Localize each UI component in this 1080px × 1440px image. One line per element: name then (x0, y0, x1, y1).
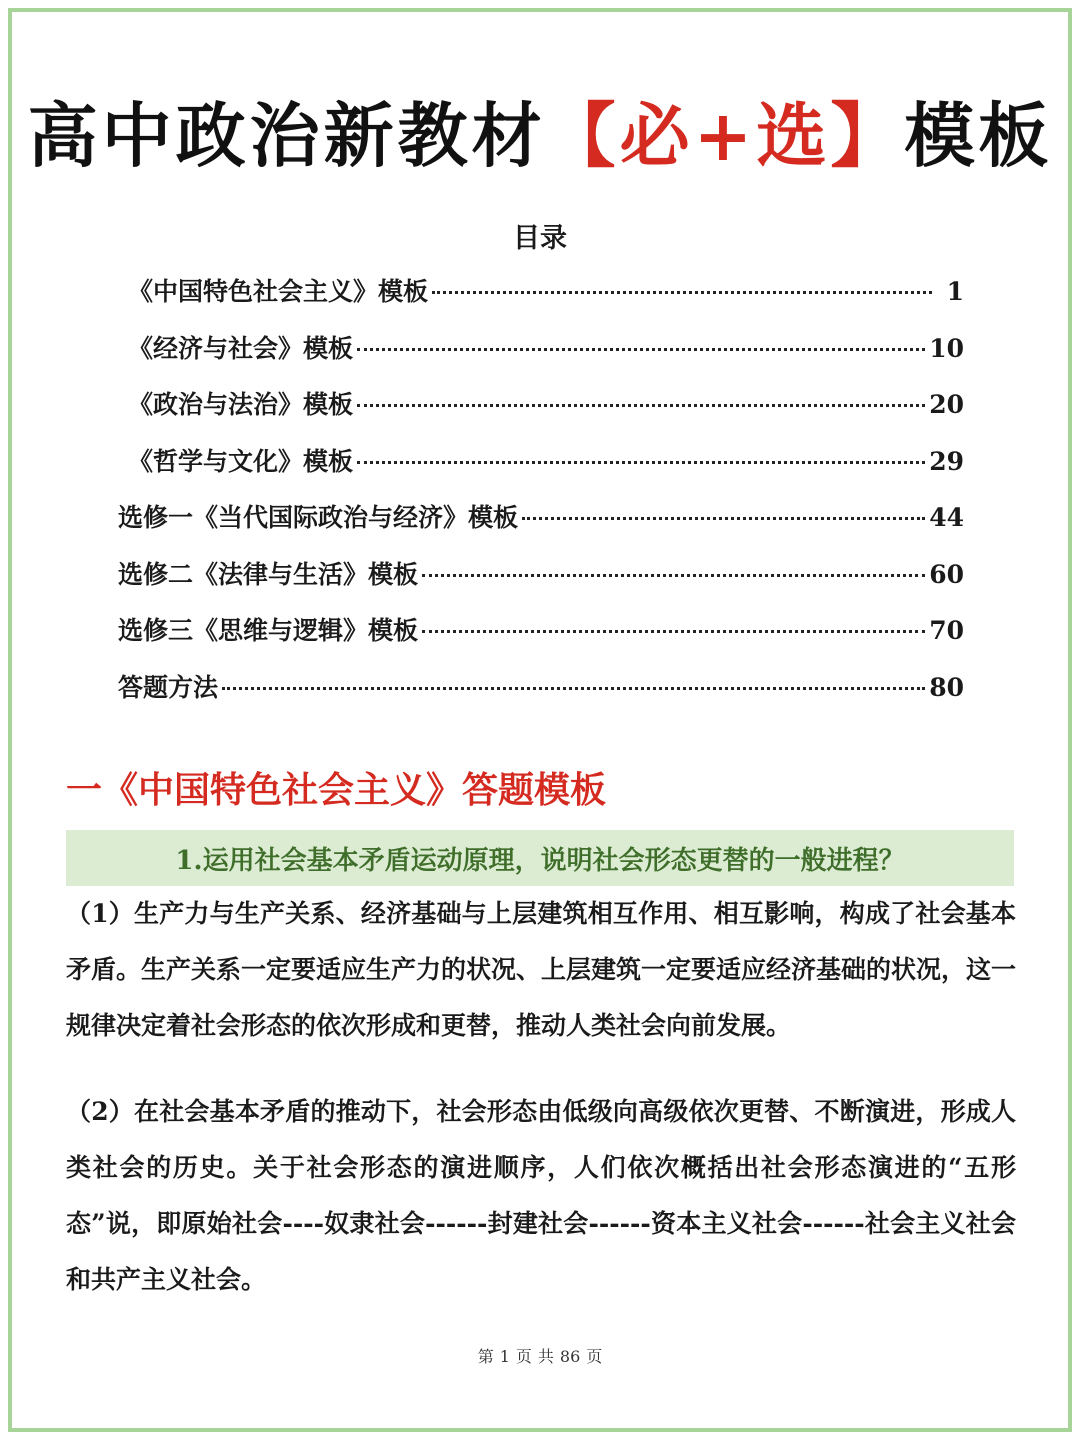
question-text: 1.运用社会基本矛盾运动原理，说明社会形态更替的一般进程？ (175, 845, 905, 876)
toc-item-label: 答题方法 (118, 672, 219, 702)
toc-leader-dots (422, 574, 925, 577)
toc-heading: 目录 (513, 223, 567, 254)
title-prefix: 高中政治新教材 (27, 94, 546, 177)
toc-item-5[interactable] (118, 498, 964, 555)
section-title: 一《中国特色社会主义》答题模板 (66, 769, 607, 811)
toc-item-label: 选修二《法律与生活》模板 (118, 559, 419, 589)
toc-item-label: 《中国特色社会主义》模板 (128, 277, 429, 306)
footer-total-pages: 86 (559, 1347, 581, 1366)
toc-item-1[interactable] (118, 272, 964, 329)
question-banner (66, 830, 1014, 886)
toc-item-page: 80 (929, 672, 964, 702)
toc-item-label: 选修一《当代国际政治与经济》模板 (118, 503, 519, 532)
toc-item-page: 10 (929, 333, 964, 363)
toc-item-label: 《哲学与文化》模板 (128, 446, 354, 476)
toc-item-2[interactable] (118, 329, 964, 386)
toc-item-6[interactable] (118, 555, 964, 612)
toc-item-page: 20 (929, 390, 964, 419)
toc-leader-dots (357, 404, 925, 407)
page-title (0, 80, 1080, 181)
toc-item-8[interactable] (118, 668, 964, 725)
toc-leader-dots (357, 348, 925, 351)
toc-leader-dots (357, 461, 925, 464)
footer-word: 页 (515, 1347, 532, 1366)
toc-item-label: 《政治与法治》模板 (128, 390, 354, 419)
answer-paragraph-2: （2）在社会基本矛盾的推动下，社会形态由低级向高级依次更替、不断演进，形成人类社会的历史。关于社会形态的演进顺序，人们依次概括出社会形态演进的“五形态”说，即原始社会----奴隶社会------封建社会------资本主义社会------社会主义社会和共产主义社会。 (66, 1097, 1016, 1294)
toc-item-3[interactable] (118, 385, 964, 442)
title-accent: 【必+选】 (545, 94, 905, 177)
toc-leader-dots (422, 630, 925, 633)
toc-item-page: 29 (929, 446, 964, 476)
toc-item-page: 70 (929, 616, 964, 645)
table-of-contents (118, 272, 964, 724)
toc-leader-dots (222, 687, 925, 690)
footer-page-number: 1 (499, 1347, 510, 1366)
footer-word: 共 (537, 1347, 554, 1366)
toc-item-page: 60 (929, 559, 964, 589)
toc-item-4[interactable] (118, 442, 964, 499)
footer-word: 第 (477, 1347, 494, 1366)
toc-item-page: 1 (946, 277, 964, 306)
footer-word: 页 (586, 1347, 603, 1366)
answer-paragraph-1: （1）生产力与生产关系、经济基础与上层建筑相互作用、相互影响，构成了社会基本矛盾。生产关系一定要适应生产力的状况、上层建筑一定要适应经济基础的状况，这一规律决定着社会形态的依次形成和更替，推动人类社会向前发展。 (66, 899, 1017, 1040)
toc-item-7[interactable] (118, 611, 964, 668)
toc-item-label: 选修三《思维与逻辑》模板 (118, 616, 419, 645)
toc-item-label: 《经济与社会》模板 (128, 333, 354, 363)
toc-leader-dots (522, 517, 925, 520)
page-footer (0, 1344, 1080, 1367)
toc-leader-dots (432, 291, 932, 294)
title-suffix: 模板 (904, 94, 1053, 177)
toc-item-page: 44 (929, 503, 964, 532)
